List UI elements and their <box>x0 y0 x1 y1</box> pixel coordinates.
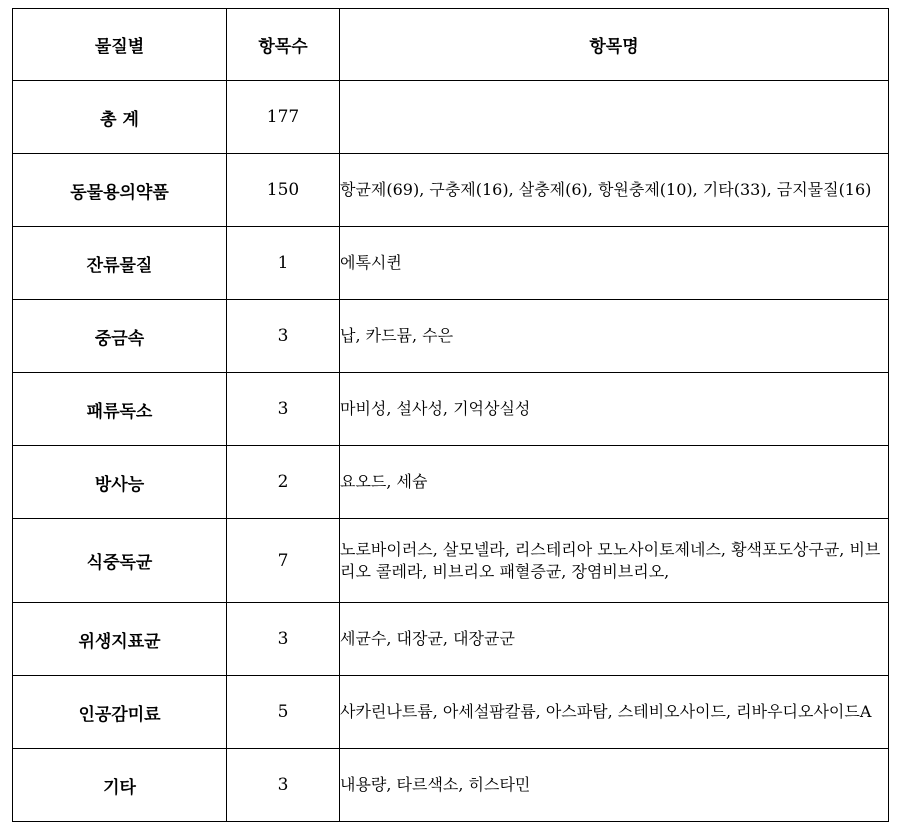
row-count: 177 <box>227 81 340 154</box>
table-row <box>13 446 889 519</box>
row-names: 마비성, 설사성, 기억상실성 <box>340 373 889 446</box>
table-header-row <box>13 9 889 81</box>
row-substance: 인공감미료 <box>13 676 227 749</box>
row-substance: 기타 <box>13 749 227 822</box>
table-row <box>13 81 889 154</box>
row-names: 항균제(69), 구충제(16), 살충제(6), 항원충제(10), 기타(33), 금지물질(16) <box>340 154 889 227</box>
table-row <box>13 300 889 373</box>
row-count: 150 <box>227 154 340 227</box>
row-substance: 방사능 <box>13 446 227 519</box>
row-count: 3 <box>227 749 340 822</box>
row-substance: 총 계 <box>13 81 227 154</box>
row-count: 3 <box>227 300 340 373</box>
table-row <box>13 519 889 603</box>
table-row <box>13 373 889 446</box>
row-substance: 식중독균 <box>13 519 227 603</box>
row-substance: 패류독소 <box>13 373 227 446</box>
header-count: 항목수 <box>227 9 340 81</box>
table-row <box>13 154 889 227</box>
row-names: 내용량, 타르색소, 히스타민 <box>340 749 889 822</box>
table-row <box>13 603 889 676</box>
row-substance: 중금속 <box>13 300 227 373</box>
row-count: 2 <box>227 446 340 519</box>
table-row <box>13 749 889 822</box>
row-count: 7 <box>227 519 340 603</box>
row-names: 사카린나트륨, 아세설팜칼륨, 아스파탐, 스테비오사이드, 리바우디오사이드A <box>340 676 889 749</box>
inspection-items-table <box>12 8 889 822</box>
row-substance: 위생지표균 <box>13 603 227 676</box>
row-count: 5 <box>227 676 340 749</box>
row-names: 세균수, 대장균, 대장균군 <box>340 603 889 676</box>
row-count: 3 <box>227 373 340 446</box>
row-count: 1 <box>227 227 340 300</box>
row-names: 납, 카드뮴, 수은 <box>340 300 889 373</box>
row-count: 3 <box>227 603 340 676</box>
row-names: 요오드, 세슘 <box>340 446 889 519</box>
header-substance: 물질별 <box>13 9 227 81</box>
header-names: 항목명 <box>340 9 889 81</box>
row-names <box>340 81 889 154</box>
table-row <box>13 676 889 749</box>
row-names: 에톡시퀸 <box>340 227 889 300</box>
row-substance: 잔류물질 <box>13 227 227 300</box>
row-substance: 동물용의약품 <box>13 154 227 227</box>
row-names: 노로바이러스, 살모넬라, 리스테리아 모노사이토제네스, 황색포도상구균, 비브리오 콜레라, 비브리오 패혈증균, 장염비브리오, <box>340 519 889 603</box>
table-row <box>13 227 889 300</box>
